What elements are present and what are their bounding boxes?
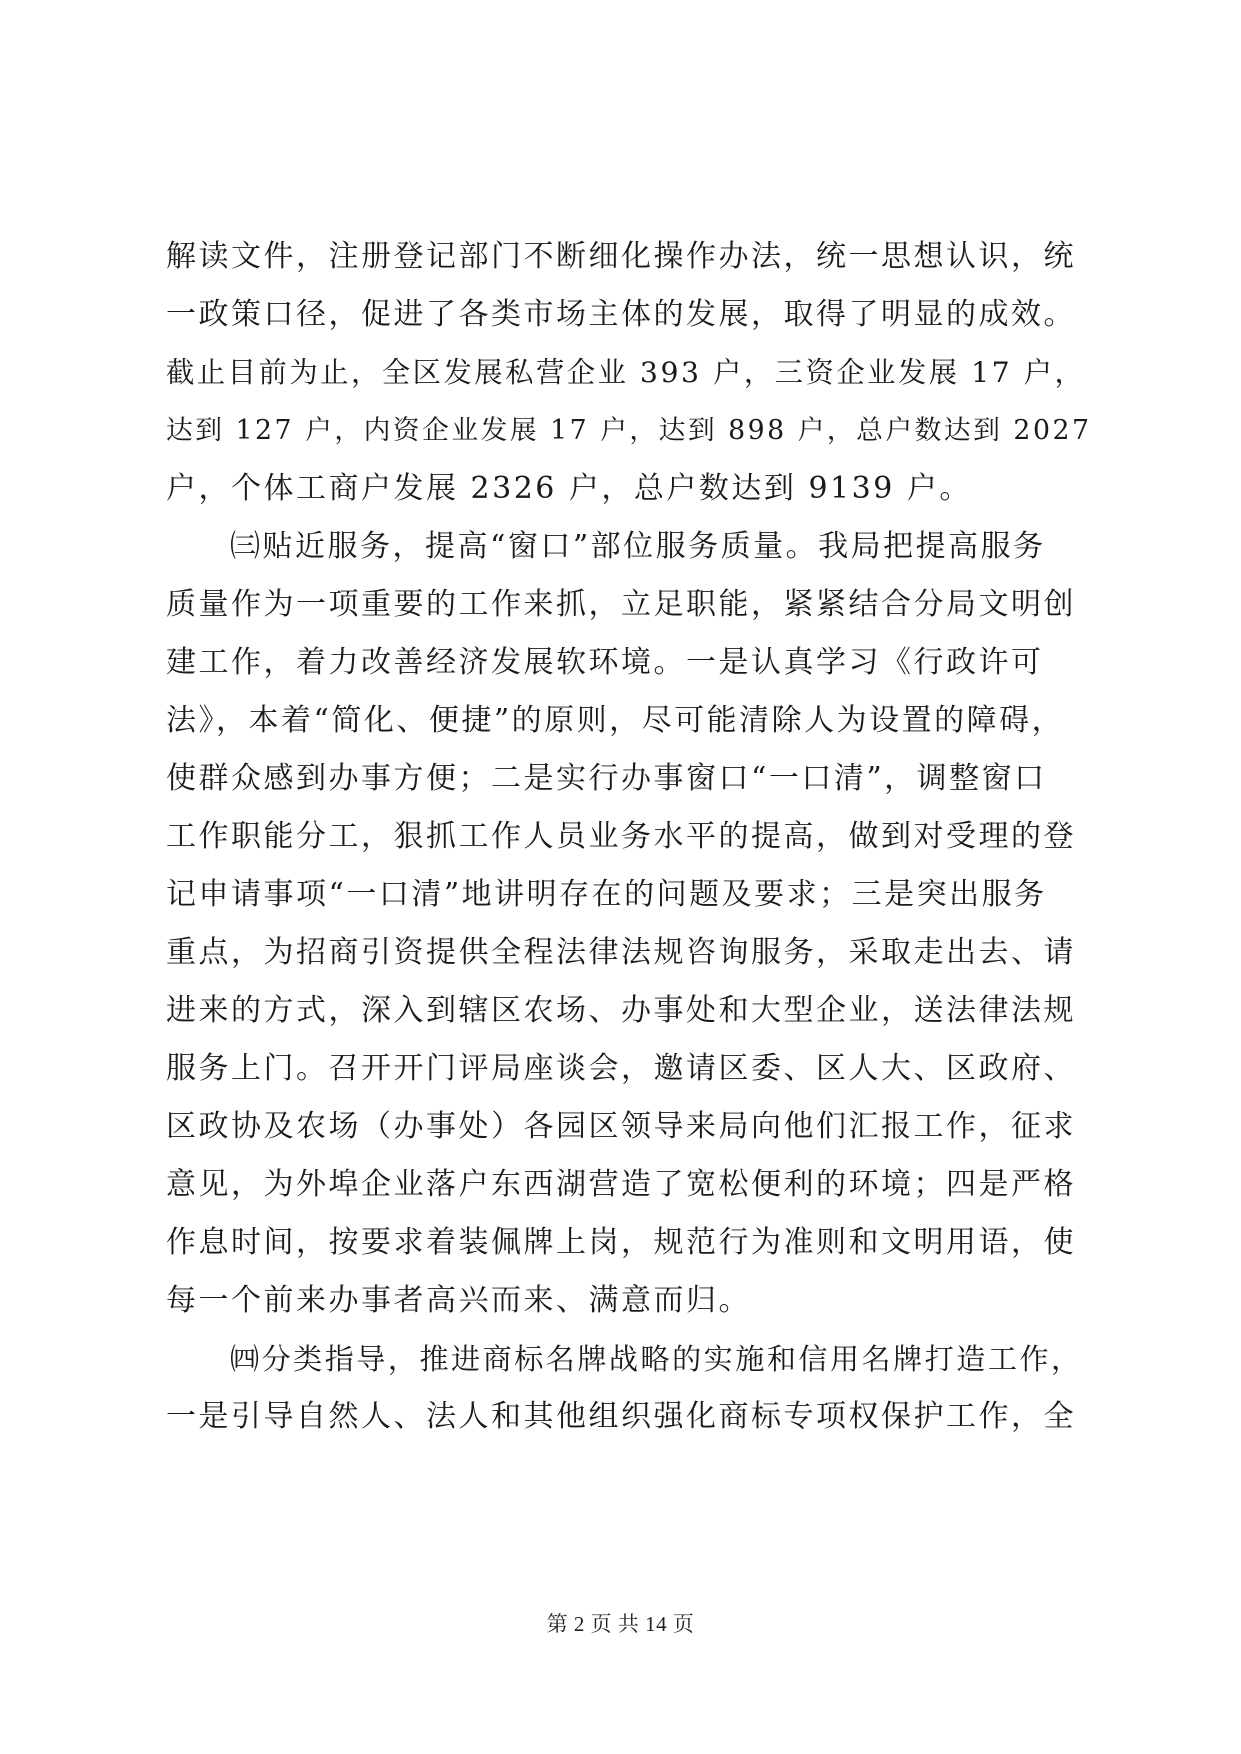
text-line: 区政协及农场（办事处）各园区领导来局向他们汇报工作，征求 <box>166 1109 1076 1144</box>
text-line: 使群众感到办事方便；二是实行办事窗口“一口清”，调整窗口 <box>166 761 1047 796</box>
text-line: 户，个体工商户发展 2326 户，总户数达到 9139 户。 <box>166 471 972 506</box>
text-line: 进来的方式，深入到辖区农场、办事处和大型企业，送法律法规 <box>166 993 1076 1028</box>
text-line: 截止目前为止，全区发展私营企业 393 户，三资企业发展 17 户， <box>166 356 1086 389</box>
text-line: 意见，为外埠企业落户东西湖营造了宽松便利的环境；四是严格 <box>166 1167 1076 1202</box>
text-line: 达到 127 户，内资企业发展 17 户，达到 898 户，总户数达到 2027 <box>166 415 1092 446</box>
paragraph-brand-strategy <box>166 1330 1081 1446</box>
text-line: 重点，为招商引资提供全程法律法规咨询服务，采取走出去、请 <box>166 935 1076 970</box>
text-line: 记申请事项“一口清”地讲明存在的问题及要求；三是突出服务 <box>166 877 1047 912</box>
text-line: 一是引导自然人、法人和其他组织强化商标专项权保护工作，全 <box>166 1399 1076 1434</box>
text-line: 建工作，着力改善经济发展软环境。一是认真学习《行政许可 <box>166 645 1044 680</box>
text-line: ㈣分类指导，推进商标名牌战略的实施和信用名牌打造工作， <box>230 1342 1083 1376</box>
page-number-label: 第 2 页 共 14 页 <box>546 1612 695 1636</box>
text-line: 服务上门。召开开门评局座谈会，邀请区委、区人大、区政府、 <box>166 1051 1076 1086</box>
text-line: 每一个前来办事者高兴而来、满意而归。 <box>166 1283 751 1318</box>
page-footer <box>0 1608 1241 1638</box>
text-line: 质量作为一项重要的工作来抓，立足职能，紧紧结合分局文明创 <box>166 587 1076 622</box>
document-body <box>166 228 1092 1446</box>
text-line: 法》，本着“简化、便捷”的原则，尽可能清除人为设置的障碍， <box>166 703 1065 738</box>
paragraph-service-quality <box>166 518 1081 1330</box>
paragraph-registration-results <box>166 228 1092 518</box>
text-line: 作息时间，按要求着装佩牌上岗，规范行为准则和文明用语，使 <box>166 1225 1076 1260</box>
text-line: ㈢贴近服务，提高“窗口”部位服务质量。我局把提高服务 <box>230 529 1046 564</box>
text-line: 解读文件，注册登记部门不断细化操作办法，统一思想认识，统 <box>166 239 1076 274</box>
text-line: 一政策口径，促进了各类市场主体的发展，取得了明显的成效。 <box>166 297 1076 332</box>
text-line: 工作职能分工，狠抓工作人员业务水平的提高，做到对受理的登 <box>166 819 1076 854</box>
